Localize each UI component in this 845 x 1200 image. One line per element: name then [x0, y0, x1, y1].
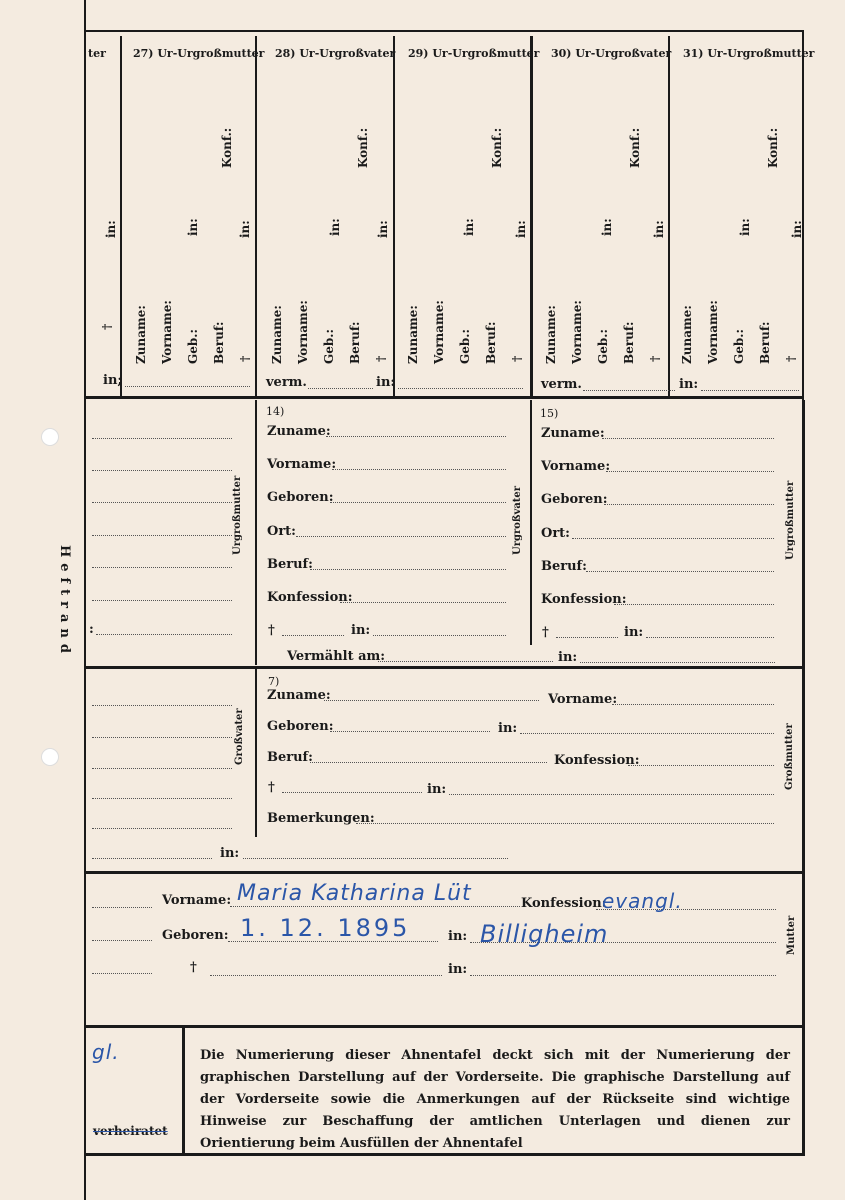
gen3-zuname: Zuname: [267, 688, 331, 703]
top-row-in-left: in; [103, 373, 123, 388]
col30-geb: Geb.: [596, 329, 610, 364]
col27-vorname: Vorname: [160, 300, 174, 364]
col29-death-in: in: [514, 220, 528, 238]
bottom-left-struck-word: verheiratet [93, 1124, 168, 1138]
box15-konfession: Konfession: [541, 592, 627, 607]
box14-death-in: in: [351, 623, 371, 638]
mother-side-label: Mutter [786, 915, 797, 955]
col29-vorname: Vorname: [432, 300, 446, 364]
box14-side-label: Urgroßvater [512, 485, 523, 555]
col28-dagger: † [374, 355, 388, 362]
mother-vorname-value: Maria Katharina Lüt [237, 881, 472, 906]
gen3-geboren: Geboren: [267, 719, 334, 734]
margin-line [84, 0, 86, 1200]
box14-geboren: Geboren: [267, 490, 334, 505]
col28-geb-in: in: [328, 218, 342, 236]
mother-geboren-label: Geboren: [162, 928, 229, 943]
gen3-left-in: in: [220, 846, 240, 861]
top-row-in-1: in: [376, 375, 396, 390]
column-header-31: 31) Ur-Urgroßmutter [683, 47, 815, 60]
column-header-29: 29) Ur-Urgroßmutter [408, 47, 540, 60]
top-section-bottom [84, 396, 804, 399]
column-header-30: 30) Ur-Urgroßvater [551, 47, 672, 60]
partial-column-header: ter [88, 47, 106, 60]
col29-zuname: Zuname: [406, 305, 420, 364]
gen4-left-side-label: Urgroßmutter [232, 475, 243, 555]
box15-number: 15) [540, 407, 559, 420]
mother-konfession-label: Konfession: [521, 896, 607, 911]
numbering-note: Die Numerierung dieser Ahnentafel deckt sich mit der Numerierung der graphischen Darstellung auf der Vorderseite. Die graphische Darstellung auf der Vorderseite sowie die Anmerkungen auf der Rückseite sind wichtige Hinweise zur Beschaffung der amtlichen Unterlagen und dienen zur Orientierung beim Ausfüllen der Ahnentafel [200, 1048, 790, 1151]
col31-geb-in: in: [738, 218, 752, 236]
col29-geb-in: in: [462, 218, 476, 236]
col27-beruf: Beruf: [212, 321, 226, 364]
col28-zuname: Zuname: [270, 305, 284, 364]
box15-death-in: in: [624, 625, 644, 640]
partial-col-in: in: [104, 220, 118, 238]
binding-margin-label: Heftrand [57, 545, 72, 659]
col30-dagger: † [648, 355, 662, 362]
mother-death-in: in: [448, 962, 468, 977]
box15-beruf: Beruf: [541, 559, 587, 574]
col30-vorname: Vorname: [570, 300, 584, 364]
col28-konf: Konf.: [356, 127, 370, 168]
gen4-bottom [84, 666, 805, 669]
gen3-beruf: Beruf: [267, 750, 313, 765]
box15-ort: Ort: [541, 526, 570, 541]
box14-konfession: Konfession: [267, 590, 353, 605]
col28-death-in: in: [376, 220, 390, 238]
mother-death: † [190, 960, 197, 975]
box14-death: † [268, 623, 275, 638]
gen3-bottom [84, 871, 805, 874]
top-row-verm-2: verm. [541, 377, 582, 392]
gen3-death: † [268, 780, 275, 795]
col27-geb-in: in: [186, 218, 200, 236]
box14-number: 14) [266, 405, 285, 418]
col30-geb-in: in: [600, 218, 614, 236]
col28-vorname: Vorname: [296, 300, 310, 364]
top-row-verm-1: verm. [266, 375, 307, 390]
col30-death-in: in: [652, 220, 666, 238]
mother-geboren-value: 1. 12. 1895 [240, 914, 411, 942]
box15-geboren: Geboren: [541, 492, 608, 507]
top-border [84, 30, 804, 32]
box15-side-label: Urgroßmutter [785, 480, 796, 560]
col29-beruf: Beruf: [484, 321, 498, 364]
col31-geb: Geb.: [732, 329, 746, 364]
col28-beruf: Beruf: [348, 321, 362, 364]
col27-death-in: in: [238, 220, 252, 238]
box14-vorname: Vorname: [267, 457, 337, 472]
punch-hole-bottom [41, 748, 59, 766]
mother-konfession-value: evangl. [602, 889, 683, 913]
col30-zuname: Zuname: [544, 305, 558, 364]
mother-in-label: in: [448, 929, 468, 944]
col27-dagger: † [238, 355, 252, 362]
box14-ort: Ort: [267, 524, 296, 539]
column-header-28: 28) Ur-Urgroßvater [275, 47, 396, 60]
mother-vorname-label: Vorname: [162, 893, 232, 908]
box14-beruf: Beruf: [267, 557, 313, 572]
col27-zuname: Zuname: [134, 305, 148, 364]
gen3-left-side-label: Großvater [234, 708, 245, 765]
col30-beruf: Beruf: [622, 321, 636, 364]
col29-geb: Geb.: [458, 329, 472, 364]
gen3-geboren-in: in: [498, 721, 518, 736]
mother-bottom [84, 1025, 805, 1028]
box15-death: † [542, 625, 549, 640]
col31-death-in: in: [790, 220, 804, 238]
punch-hole-top [41, 428, 59, 446]
married-in: in: [558, 650, 578, 665]
column-header-27: 27) Ur-Urgroßmutter [133, 47, 265, 60]
col27-geb: Geb.: [186, 329, 200, 364]
married-label: Vermählt am: [287, 649, 386, 664]
box15-vorname: Vorname: [541, 459, 611, 474]
partial-col-dagger: † [100, 323, 114, 330]
gen3-right-side-label: Großmutter [784, 723, 795, 790]
gen3-vorname: Vorname: [548, 692, 618, 707]
gen3-bemerkungen: Bemerkungen: [267, 811, 375, 826]
col31-dagger: † [784, 355, 798, 362]
gen4-left-colon: : [89, 622, 94, 637]
col29-dagger: † [510, 355, 524, 362]
box14-zuname: Zuname: [267, 424, 331, 439]
mother-in-value: Billigheim [480, 920, 609, 948]
box15-zuname: Zuname: [541, 426, 605, 441]
col29-konf: Konf.: [490, 127, 504, 168]
gen3-death-in: in: [427, 782, 447, 797]
col31-beruf: Beruf: [758, 321, 772, 364]
gen3-number: 7) [268, 675, 280, 688]
col30-konf: Konf.: [628, 127, 642, 168]
col31-konf: Konf.: [766, 127, 780, 168]
col31-zuname: Zuname: [680, 305, 694, 364]
bottom-left-handwriting: gl. [92, 1040, 120, 1064]
col27-konf: Konf.: [220, 127, 234, 168]
top-row-in-2: in: [679, 377, 699, 392]
col28-geb: Geb.: [322, 329, 336, 364]
col31-vorname: Vorname: [706, 300, 720, 364]
gen3-konfession: Konfession: [554, 753, 640, 768]
